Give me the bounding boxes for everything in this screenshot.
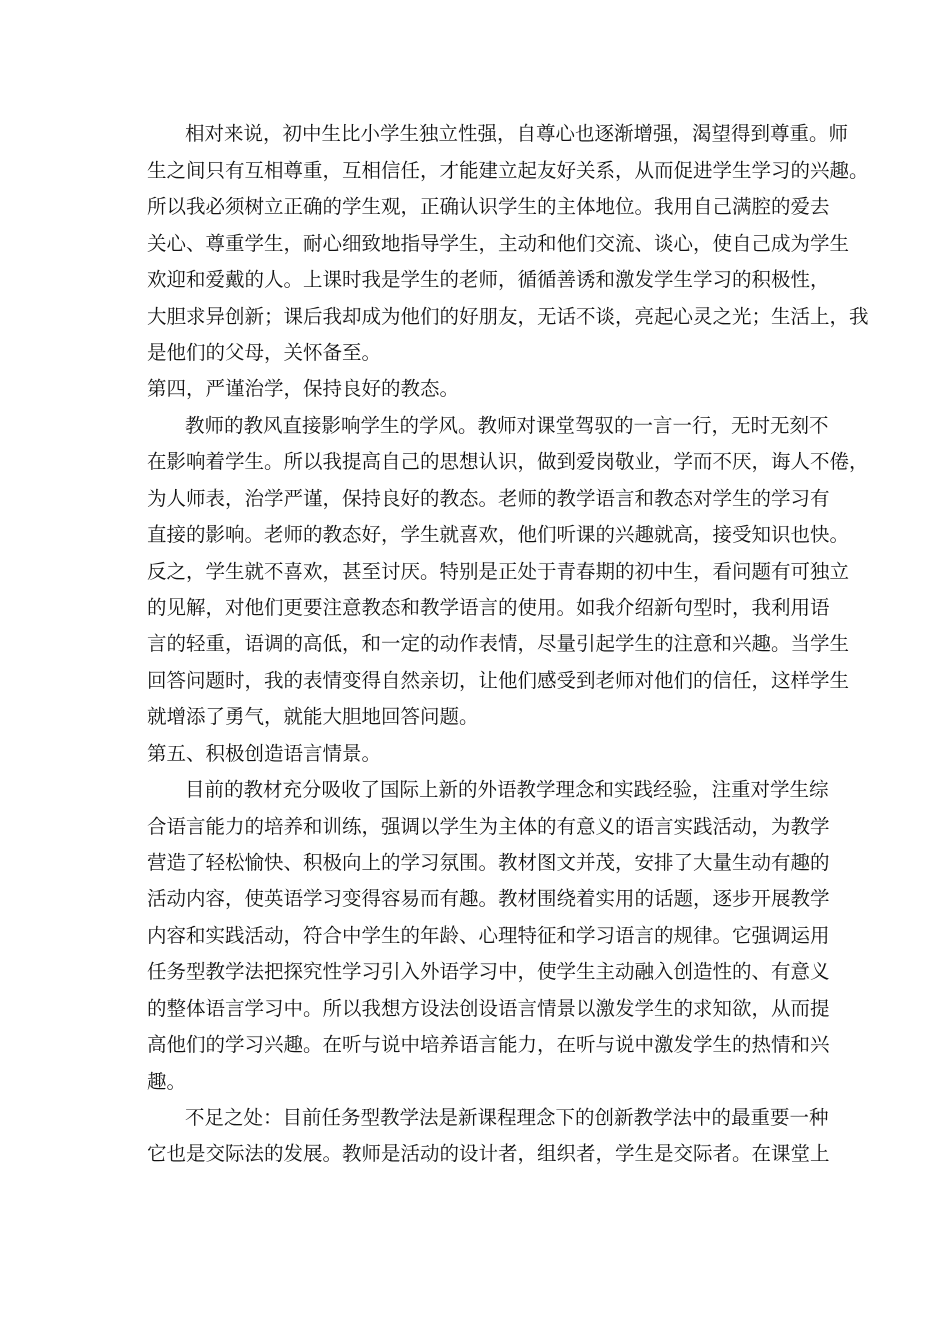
paragraph-line: 大胆求异创新；课后我却成为他们的好朋友，无话不谈，亮起心灵之光；生活上，我 [147,305,869,328]
paragraph-line: 为人师表，治学严谨，保持良好的教态。老师的教学语言和教态对学生的学习有 [147,487,830,510]
section-heading: 第四，严谨治学，保持良好的教态。 [147,377,460,400]
paragraph-line: 趣。 [147,1070,187,1093]
section-heading: 第五、积极创造语言情景。 [147,742,382,765]
paragraph-line: 直接的影响。老师的教态好，学生就喜欢，他们听课的兴趣就高，接受知识也快。 [147,523,850,546]
paragraph-line: 是他们的父母，关怀备至。 [147,341,382,364]
paragraph-line: 营造了轻松愉快、积极向上的学习氛围。教材图文并茂，安排了大量生动有趣的 [147,851,830,874]
paragraph-line: 任务型教学法把探究性学习引入外语学习中，使学生主动融入创造性的、有意义 [147,960,830,983]
paragraph-line: 合语言能力的培养和训练，强调以学生为主体的有意义的语言实践活动，为教学 [147,815,830,838]
paragraph-line: 相对来说，初中生比小学生独立性强，自尊心也逐渐增强，渴望得到尊重。师 [185,122,849,145]
paragraph-line: 回答问题时，我的表情变得自然亲切，让他们感受到老师对他们的信任，这样学生 [147,669,850,692]
paragraph-line: 反之，学生就不喜欢，甚至讨厌。特别是正处于青春期的初中生，看问题有可独立 [147,560,850,583]
paragraph-line: 内容和实践活动，符合中学生的年龄、心理特征和学习语言的规律。它强调运用 [147,924,830,947]
paragraph-line: 生之间只有互相尊重，互相信任，才能建立起友好关系，从而促进学生学习的兴趣。 [147,159,869,182]
paragraph-line: 关心、尊重学生，耐心细致地指导学生，主动和他们交流、谈心，使自己成为学生 [147,232,850,255]
paragraph-line: 的见解，对他们更要注意教态和教学语言的使用。如我介绍新句型时，我利用语 [147,596,830,619]
paragraph-line: 的整体语言学习中。所以我想方设法创设语言情景以激发学生的求知欲，从而提 [147,997,830,1020]
paragraph-line: 教师的教风直接影响学生的学风。教师对课堂驾驭的一言一行，无时无刻不 [185,414,829,437]
paragraph-line: 高他们的学习兴趣。在听与说中培养语言能力，在听与说中激发学生的热情和兴 [147,1033,830,1056]
paragraph-line: 言的轻重，语调的高低，和一定的动作表情，尽量引起学生的注意和兴趣。当学生 [147,632,850,655]
paragraph-line: 在影响着学生。所以我提高自己的思想认识，做到爱岗敬业，学而不厌，诲人不倦， [147,450,869,473]
paragraph-line: 所以我必须树立正确的学生观，正确认识学生的主体地位。我用自己满腔的爱去 [147,195,830,218]
paragraph-line: 目前的教材充分吸收了国际上新的外语教学理念和实践经验，注重对学生综 [185,778,829,801]
paragraph-line: 它也是交际法的发展。教师是活动的设计者，组织者，学生是交际者。在课堂上 [147,1142,830,1165]
paragraph-line: 不足之处：目前任务型教学法是新课程理念下的创新教学法中的最重要一种 [185,1106,829,1129]
paragraph-line: 就增添了勇气，就能大胆地回答问题。 [147,705,479,728]
paragraph-line: 欢迎和爱戴的人。上课时我是学生的老师，循循善诱和激发学生学习的积极性， [147,268,830,291]
paragraph-line: 活动内容，使英语学习变得容易而有趣。教材围绕着实用的话题，逐步开展教学 [147,887,830,910]
